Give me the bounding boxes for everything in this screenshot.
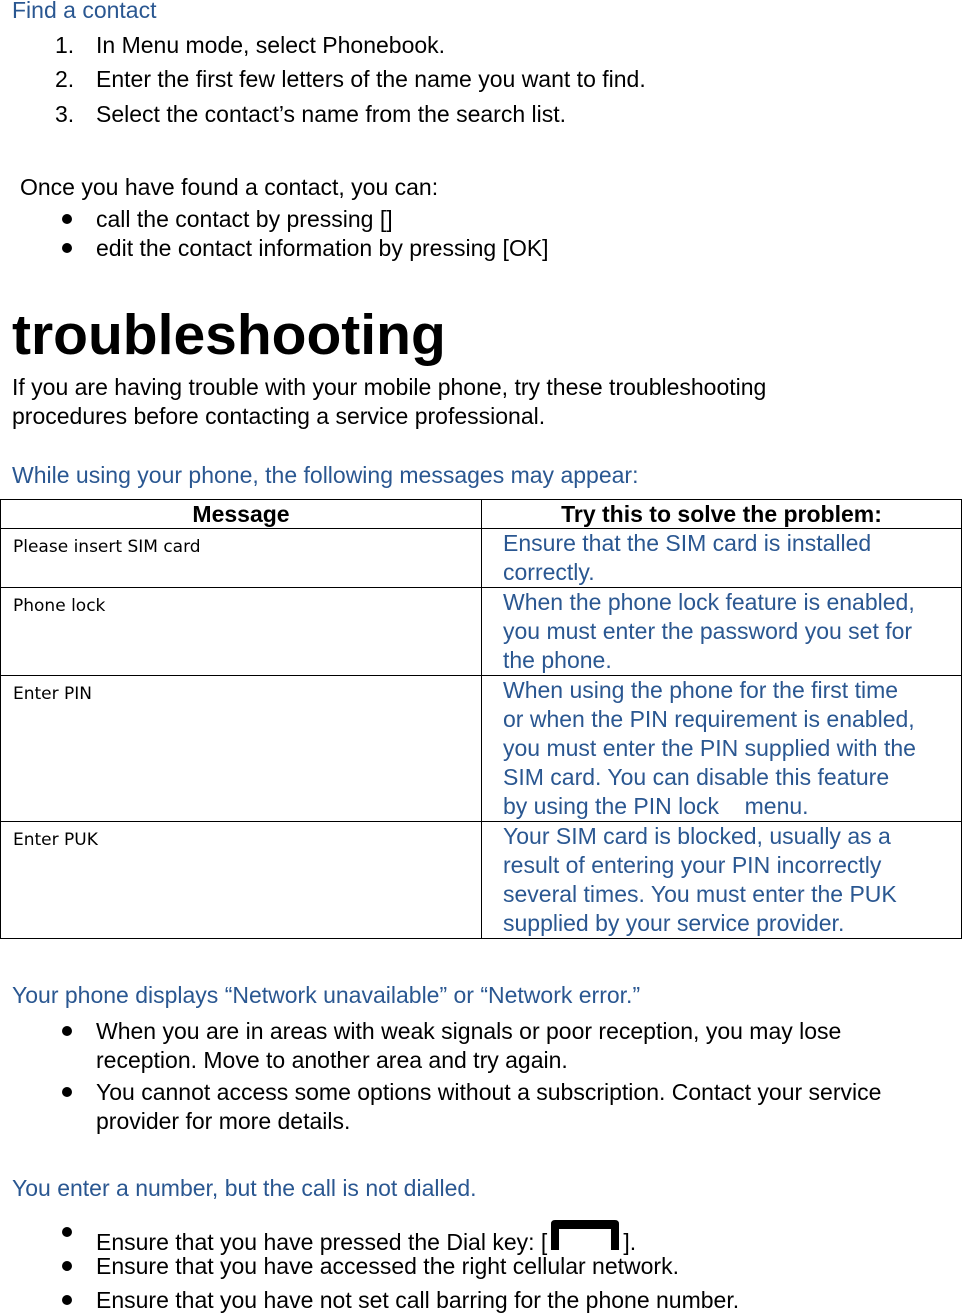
step-number: 2. [55,66,75,92]
solution-line: by using the PIN lock menu. [503,793,809,819]
found-contact-intro: Once you have found a contact, you can: [20,174,439,200]
network-item-line: You cannot access some options without a subscription. Contact your service [96,1079,882,1105]
not-dialled-item: Ensure that you have accessed the right cellular network. [96,1253,679,1279]
intro-line: procedures before contacting a service professional. [12,403,546,429]
intro-line: If you are having trouble with your mobile phone, try these troubleshooting [12,374,767,400]
column-header-solution: Try this to solve the problem: [482,500,962,529]
troubleshooting-table [0,499,962,939]
column-header-message: Message [1,500,482,529]
bullet-icon [62,1295,72,1305]
step-text: Enter the first few letters of the name you want to find. [96,66,646,92]
table-row [1,529,962,588]
network-item-line: provider for more details. [96,1108,351,1134]
table-row [1,588,962,676]
solution-line: supplied by your service provider. [503,910,845,936]
network-heading: Your phone displays “Network unavailable” or “Network error.” [12,982,641,1008]
not-dialled-heading: You enter a number, but the call is not dialled. [12,1175,477,1201]
bullet-icon [62,1261,72,1271]
bullet-icon [62,243,72,253]
find-contact-heading: Find a contact [12,0,157,23]
dial-key-prefix: Ensure that you have pressed the Dial key: [ [96,1229,548,1255]
messages-heading: While using your phone, the following messages may appear: [12,462,639,488]
table-row [1,822,962,939]
step-number: 1. [55,32,75,58]
solution-line: you must enter the PIN supplied with the [503,735,916,761]
bullet-icon [62,1026,72,1036]
bullet-icon [62,1227,72,1237]
not-dialled-item: Ensure that you have not set call barring for the phone number. [96,1287,740,1313]
solution-line: the phone. [503,647,612,673]
option-text: call the contact by pressing [] [96,206,393,232]
solution-cell [482,588,962,676]
table-header-row [1,500,962,529]
dial-key-icon [547,1218,623,1252]
network-item-line: When you are in areas with weak signals or poor reception, you may lose [96,1018,842,1044]
message-cell: Phone lock [1,588,482,676]
network-item-line: reception. Move to another area and try again. [96,1047,568,1073]
solution-line: or when the PIN requirement is enabled, [503,706,915,732]
solution-line: you must enter the password you set for [503,618,913,644]
step-number: 3. [55,101,75,127]
solution-line: Ensure that the SIM card is installed [503,530,872,556]
bullet-icon [62,214,72,224]
message-cell: Please insert SIM card [1,529,482,588]
table-row [1,676,962,822]
step-text: In Menu mode, select Phonebook. [96,32,446,58]
page-title: troubleshooting [12,303,446,367]
solution-line: result of entering your PIN incorrectly [503,852,882,878]
option-text: edit the contact information by pressing [OK] [96,235,549,261]
solution-line: several times. You must enter the PUK [503,881,897,907]
message-cell: Enter PIN [1,676,482,822]
solution-cell [482,822,962,939]
solution-line: correctly. [503,559,595,585]
solution-line: Your SIM card is blocked, usually as a [503,823,891,849]
solution-line: When the phone lock feature is enabled, [503,589,915,615]
step-text: Select the contact’s name from the search list. [96,101,567,127]
solution-line: SIM card. You can disable this feature [503,764,890,790]
solution-cell [482,529,962,588]
message-cell: Enter PUK [1,822,482,939]
solution-cell [482,676,962,822]
dial-key-suffix: ]. [623,1229,637,1255]
solution-line: When using the phone for the first time [503,677,899,703]
bullet-icon [62,1087,72,1097]
